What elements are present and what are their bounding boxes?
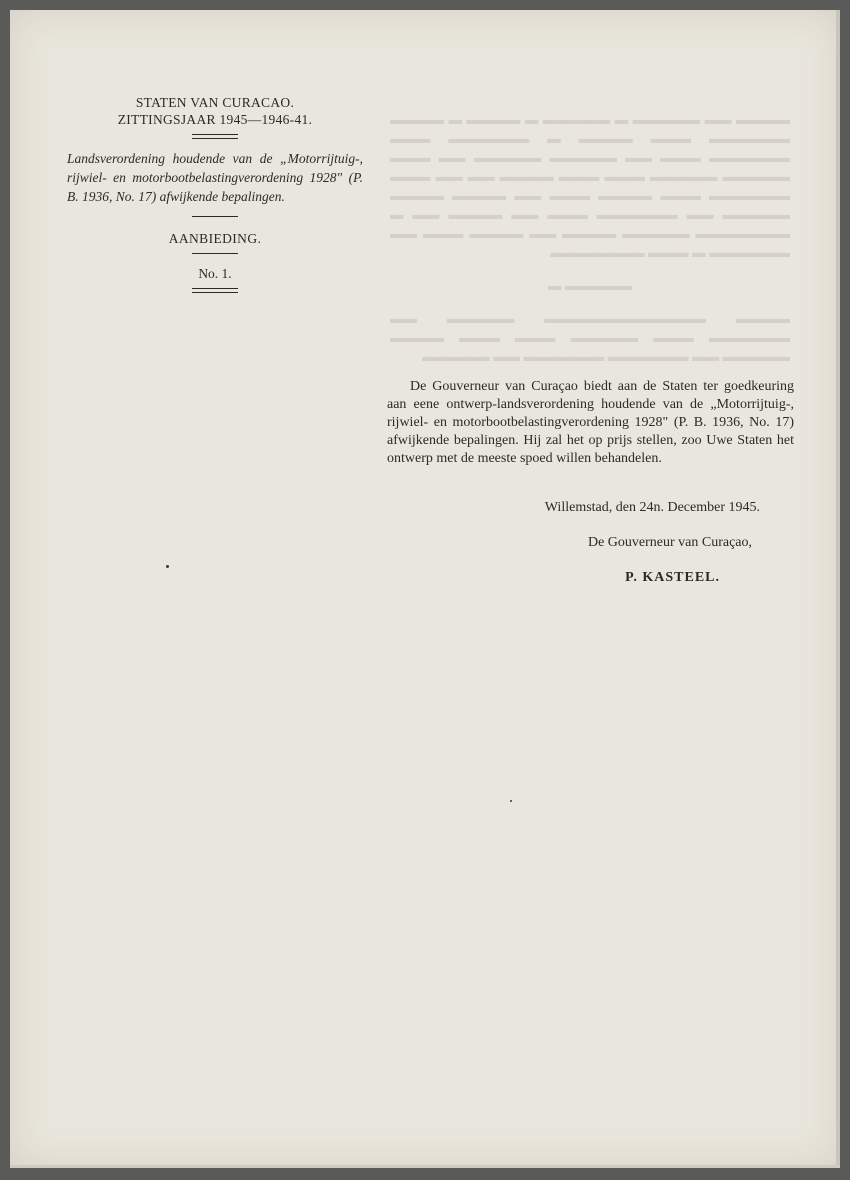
document-page (10, 10, 840, 1168)
section-heading: AANBIEDING. (168, 231, 262, 246)
number-rule-double (192, 292, 238, 293)
number-rule (192, 288, 238, 289)
page-edge-right (836, 10, 840, 1168)
header-rule (192, 134, 238, 135)
dateline: Willemstad, den 24n. December 1945. (544, 500, 760, 515)
header-line-1: STATEN VAN CURACAO. (135, 95, 295, 110)
document-number: No. 1. (198, 266, 232, 281)
document-title: Landsverordening houdende van de „Motorrijtuig-, rijwiel- en motorbootbelastingverordening 1928" (P. B. 1936, No. 17) afwijkende bepalingen. (67, 151, 363, 204)
signature-name: P. KASTEEL. (625, 570, 720, 585)
page-edge-bottom (10, 1165, 840, 1168)
left-column (65, 94, 365, 293)
paper-speck (166, 565, 169, 568)
paper-speck (510, 800, 512, 802)
section-rule (192, 253, 238, 254)
header-line-2: ZITTINGSJAAR 1945—1946-41. (117, 112, 313, 127)
signature-role: De Gouverneur van Curaçao, (587, 535, 752, 550)
title-rule (192, 216, 238, 217)
body-paragraph: De Gouverneur van Curaçao biedt aan de Staten ter goedkeuring aan eene ontwerp-landsverordening houdende van de „Motorrijtuig-, rijwiel- en motorbootbelastingverordening 1928" (P. B. 1936, No. 17) afwijkende bepalingen. Hij zal het op prijs stellen, zoo Uwe Staten het ontwerp met de meeste spoed willen behandelen. (387, 379, 794, 466)
header-rule-double (192, 138, 238, 139)
bleed-through-texture: ▬▬▬▬ ▬▬ ▬▬▬▬▬ ▬ ▬▬▬▬▬ ▬ ▬▬▬▬ ▬ ▬▬▬▬ ▬▬▬▬▬▬ ▬▬▬ ▬▬▬▬ ▬ ▬▬▬▬▬▬ ▬▬▬ ▬▬▬▬▬▬ ▬▬▬ ▬▬ ▬▬▬▬▬ ▬▬▬▬▬ ▬▬ ▬▬▬ ▬▬▬▬▬ ▬▬▬▬▬ ▬▬▬ ▬▬▬ ▬▬▬▬ ▬▬ ▬▬ ▬▬▬ ▬▬▬▬▬▬ ▬▬▬ ▬▬▬▬ ▬▬▬ ▬▬ ▬▬▬▬ ▬▬▬▬ ▬▬▬▬▬ ▬▬ ▬▬▬▬▬▬ ▬▬▬ ▬▬ ▬▬▬▬ ▬▬ ▬ ▬▬▬▬▬▬▬ ▬▬▬▬▬ ▬▬▬▬ ▬▬ ▬▬▬▬ ▬▬▬ ▬▬ ▬▬▬▬▬▬ ▬ ▬▬▬ ▬▬▬▬▬▬▬ ▬▬▬▬▬ ▬ ▬▬▬▬ ▬▬▬▬▬▬▬▬▬▬▬▬ ▬▬▬▬▬ ▬▬ ▬▬▬▬▬▬ ▬▬▬ ▬▬▬▬▬ ▬▬▬ ▬▬▬ ▬▬▬▬ ▬▬▬▬▬ ▬▬ ▬▬▬▬▬▬ ▬▬▬▬▬▬ ▬▬ ▬▬▬▬▬ (390, 112, 790, 364)
